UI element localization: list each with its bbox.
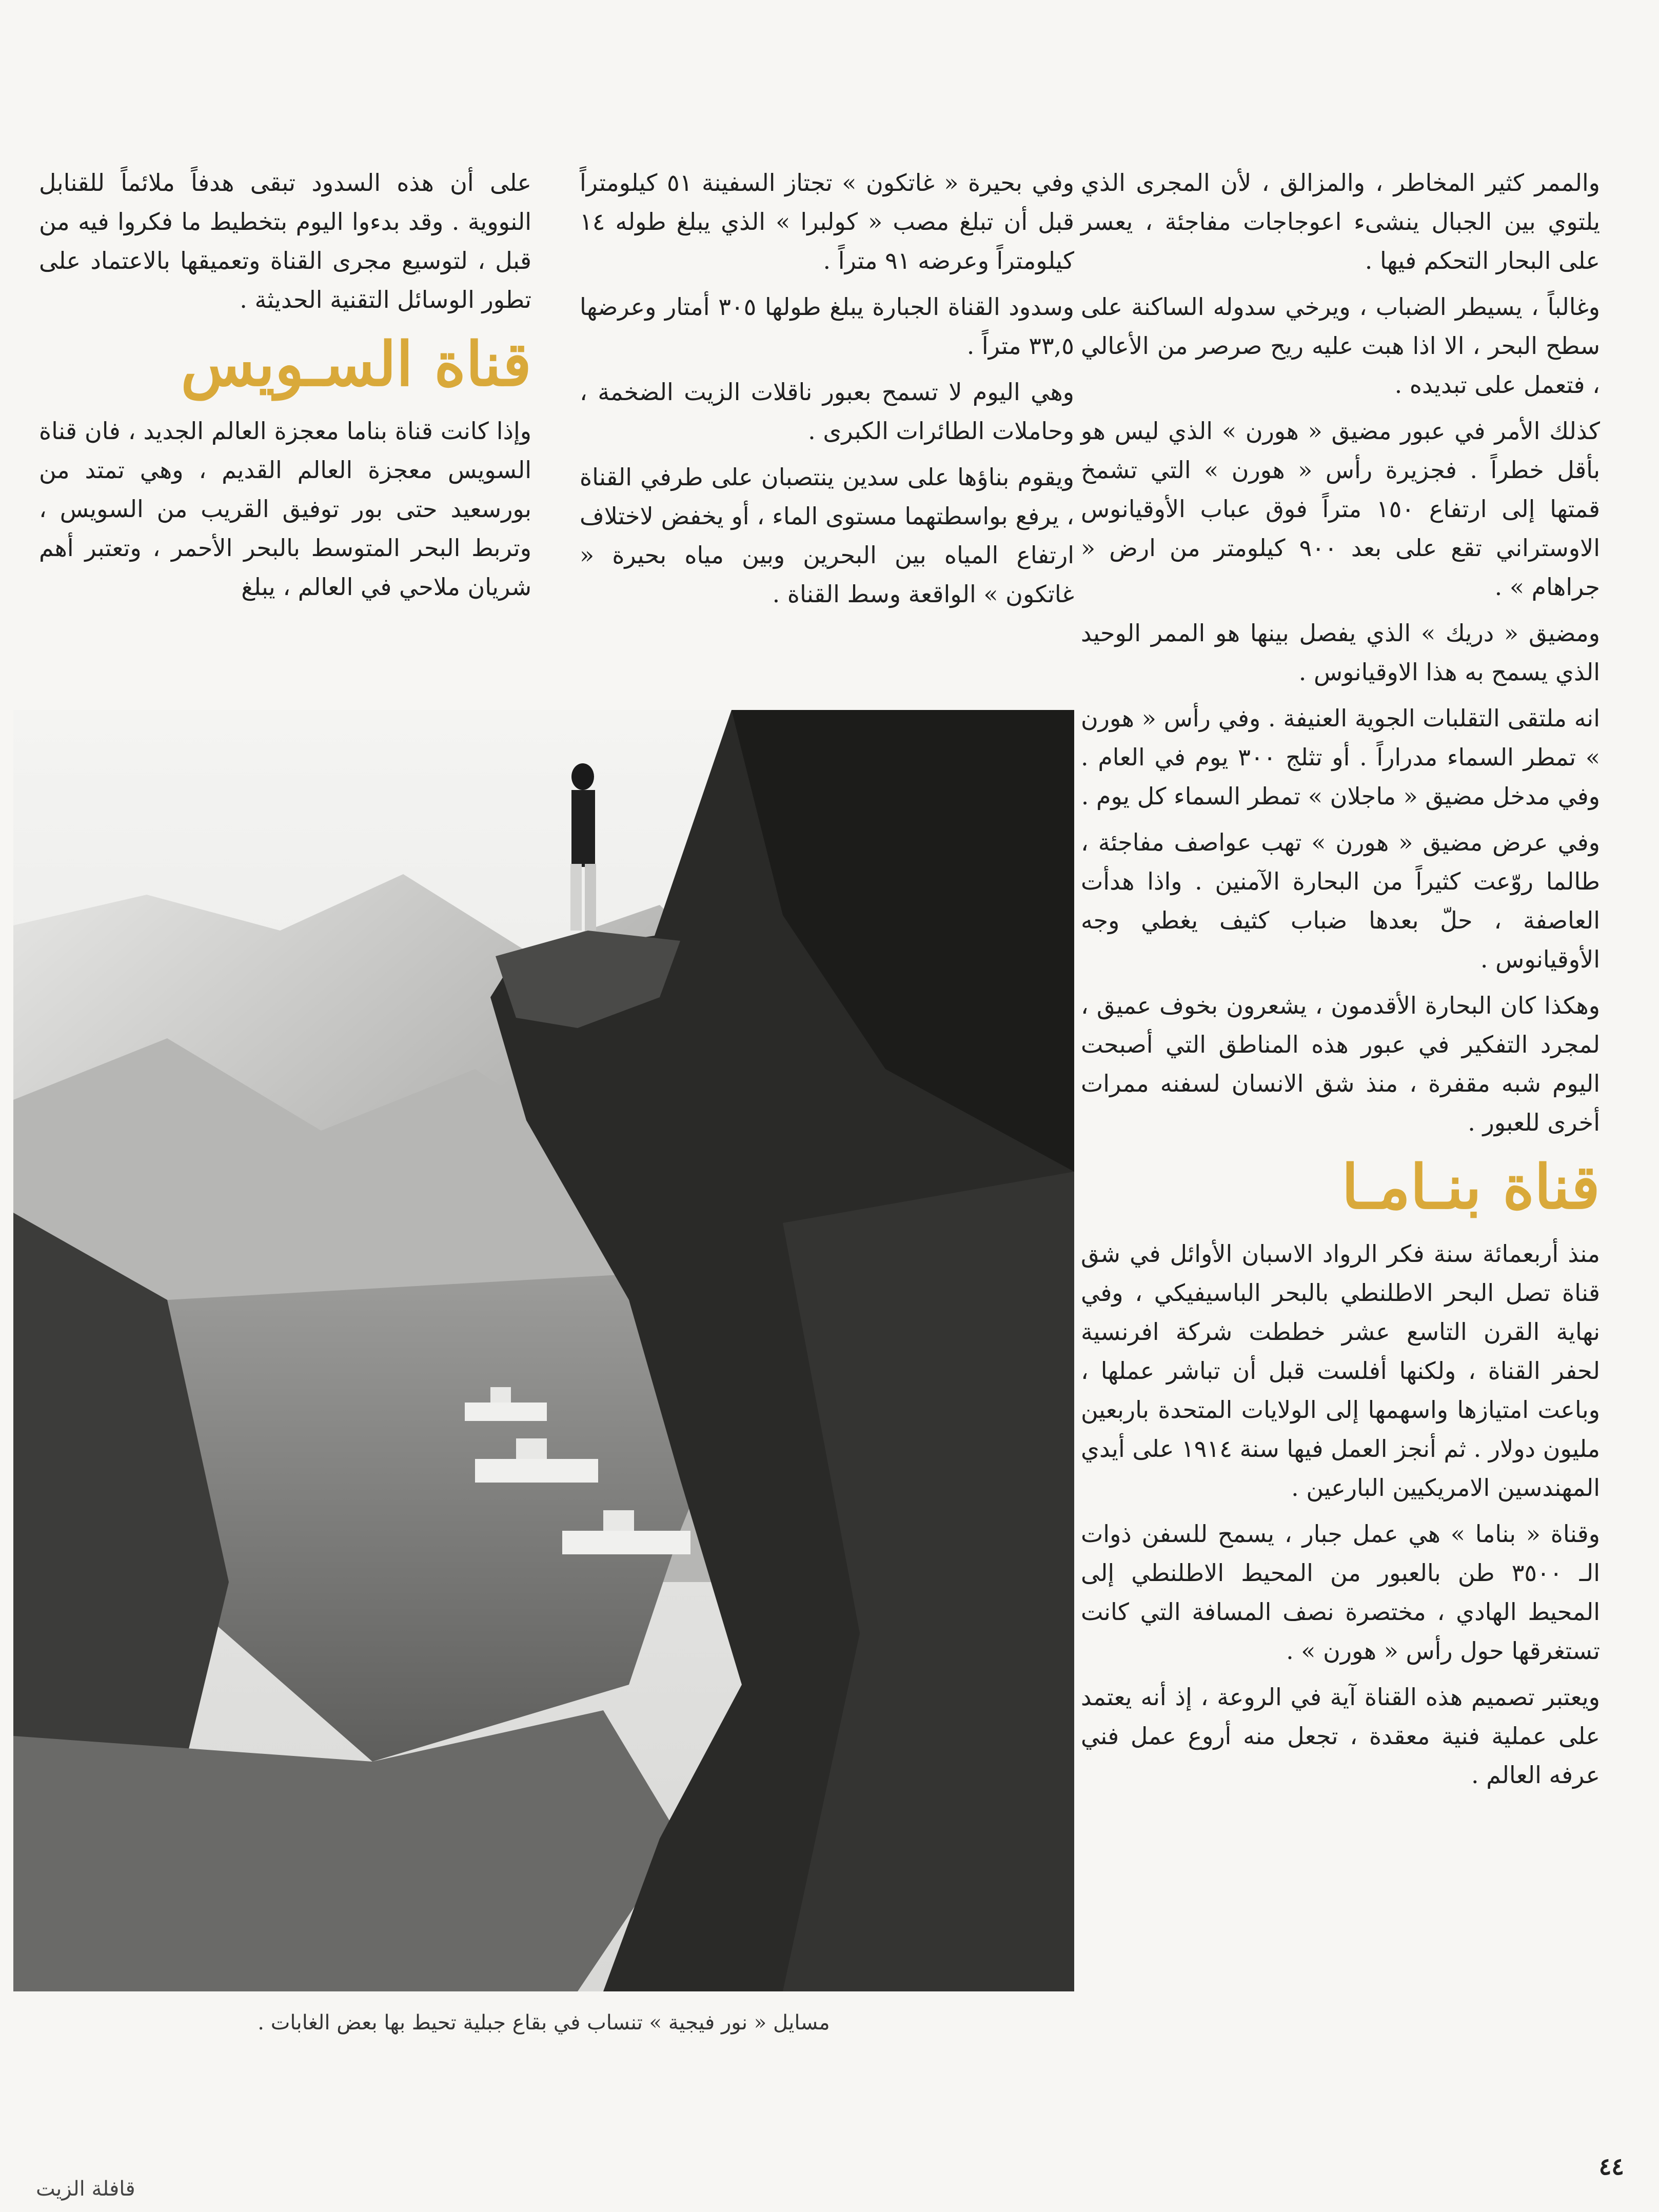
paragraph: وغالباً ، يسيطر الضباب ، ويرخي سدوله الساكنة على سطح البحر ، الا اذا هبت عليه ريح صرصر من الأعالي ، فتعمل على تبديده . — [1081, 293, 1600, 399]
article-column-left — [39, 163, 531, 614]
paragraph: وسدود القناة الجبارة يبلغ طولها ٣٠٥ أمتار وعرضها ٣٣,٥ متراً . — [580, 293, 1074, 360]
paragraph: ويعتبر تصميم هذه القناة آية في الروعة ، إذ أنه يعتمد على عملية فنية معقدة ، تجعل منه أروع عمل فني عرفه العالم . — [1081, 1683, 1600, 1789]
paragraph: منذ أربعمائة سنة فكر الرواد الاسبان الأوائل في شق قناة تصل البحر الاطلنطي بالبحر الباسيفيكي ، وفي نهاية القرن التاسع عشر خططت شركة افرنسية لحفر القناة ، ولكنها أفلست قبل أن تباشر عملها ، وباعت امتيازها واسهمها إلى الولايات المتحدة باربعين مليون دولار . ثم أنجز العمل فيها سنة ١٩١٤ على أيدي المهندسين الامريكيين البارعين . — [1081, 1240, 1600, 1502]
paragraph: على أن هذه السدود تبقى هدفاً ملائماً للقنابل النووية . وقد بدءوا اليوم بتخطيط ما فكروا فيه من قبل ، لتوسيع مجرى القناة وتعميقها بالاعتماد على تطور الوسائل التقنية الحديثة . — [39, 169, 531, 313]
paragraph: وقناة « بناما » هي عمل جبار ، يسمح للسفن ذوات الـ ٣٥٠٠ طن بالعبور من المحيط الاطلنطي إلى المحيط الهادي ، مختصرة نصف المسافة التي كانت تستغرقها حول رأس « هورن » . — [1081, 1520, 1600, 1665]
section-heading-panama: قناة بنـامـا — [1341, 1151, 1600, 1222]
section-heading-suez: قناة السـويس — [181, 328, 531, 400]
page-number: ٤٤ — [1598, 2152, 1624, 2180]
photo-caption: مسايل « نور فيجية » تنساب في بقاع جبلية تحيط بها بعض الغابات . — [258, 2011, 830, 2035]
paragraph: وهكذا كان البحارة الأقدمون ، يشعرون بخوف عميق ، لمجرد التفكير في عبور هذه المناطق التي أصبحت اليوم شبه مقفرة ، منذ شق الانسان لسفنه ممرات أخرى للعبور . — [1081, 992, 1600, 1136]
magazine-name: قافلة الزيت — [36, 2177, 135, 2201]
article-column-middle — [580, 163, 1074, 621]
paragraph: ويقوم بناؤها على سدين ينتصبان على طرفي القناة ، يرفع بواسطتهما مستوى الماء ، أو يخفض لاختلاف ارتفاع المياه بين البحرين وبين مياه بحيرة « غاتكون » الواقعة وسط القناة . — [580, 463, 1074, 608]
paragraph: وفي عرض مضيق « هورن » تهب عواصف مفاجئة ، طالما روّعت كثيراً من البحارة الآمنين . واذا هدأت العاصفة ، حلّ بعدها ضباب كثيف يغطي وجه الأوقيانوس . — [1081, 828, 1600, 973]
paragraph: انه ملتقى التقلبات الجوية العنيفة . وفي رأس « هورن » تمطر السماء مدراراً . أو تثلج ٣٠٠ يوم في العام . وفي مدخل مضيق « ماجلان » تمطر السماء كل يوم . — [1081, 704, 1600, 810]
paragraph: وفي بحيرة « غاتكون » تجتاز السفينة ٥١ كيلومتراً قبل أن تبلغ مصب « كولبرا » الذي يبلغ طوله ١٤ كيلومتراً وعرضه ٩١ متراً . — [580, 169, 1074, 274]
paragraph: والممر كثير المخاطر ، والمزالق ، لأن المجرى الذي يلتوي بين الجبال ينشىء اعوجاجات مفاجئة ، يعسر على البحار التحكم فيها . — [1081, 169, 1600, 274]
article-column-right — [1081, 163, 1600, 1802]
paragraph: وإذا كانت قناة بناما معجزة العالم الجديد ، فان قناة السويس معجزة العالم القديم ، وهي تمتد من بورسعيد حتى بور توفيق القريب من السويس ، وتربط البحر المتوسط بالبحر الأحمر ، وتعتبر أهم شريان ملاحي في العالم ، يبلغ — [39, 417, 531, 601]
fjord-photograph — [13, 710, 1074, 1991]
paragraph: ومضيق « دريك » الذي يفصل بينها هو الممر الوحيد الذي يسمح به هذا الاوقيانوس . — [1081, 619, 1600, 686]
paragraph: وهي اليوم لا تسمح بعبور ناقلات الزيت الضخمة ، وحاملات الطائرات الكبرى . — [580, 378, 1074, 445]
fjord-photo-illustration — [13, 710, 1074, 1991]
paragraph: كذلك الأمر في عبور مضيق « هورن » الذي ليس هو بأقل خطراً . فجزيرة رأس « هورن » التي تشمخ قمتها إلى ارتفاع ١٥٠ متراً فوق عباب الأوقيانوس الاوستراني تقع على بعد ٩٠٠ كيلومتر من ارض « جراهام » . — [1081, 417, 1600, 601]
